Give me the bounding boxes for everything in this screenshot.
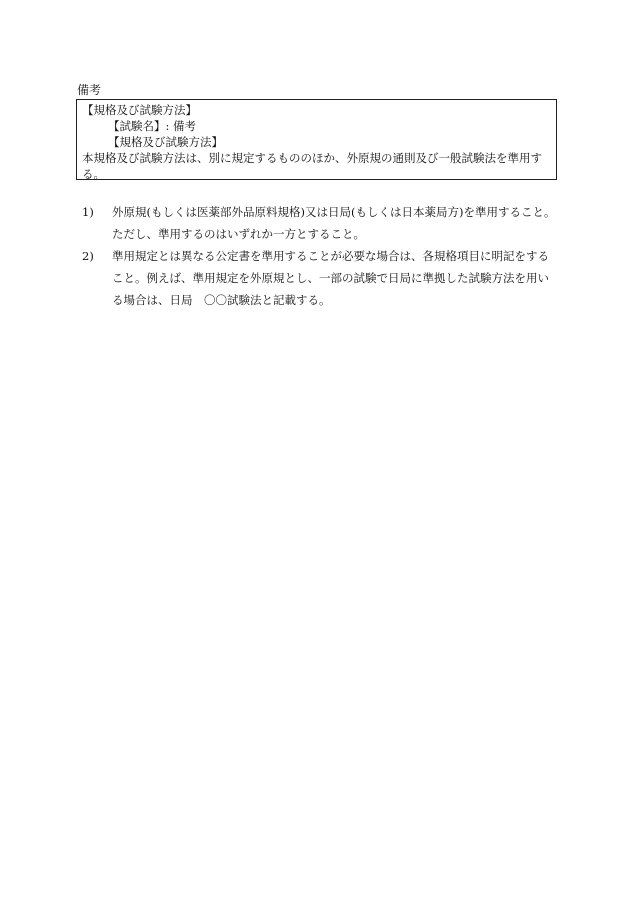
note-number: 1) [82,205,94,219]
note-text: 外原規(もしくは医薬部外品原料規格)又は日局(もしくは日本薬局方)を準用すること。ただし、準用するのはいずれか一方とすること。 [112,205,556,241]
box-body-text: 本規格及び試験方法は、別に規定するもののほか、外原規の通則及び一般試験法を準用する。 [82,151,542,181]
method-line: 【規格及び試験方法】 [108,135,223,149]
box-heading: 【規格及び試験方法】 [82,103,197,117]
test-name-line: 【試験名】: 備考 [108,119,197,133]
section-title: 備考 [77,83,102,97]
note-number: 2) [82,249,94,263]
spec-box [76,99,557,180]
notes-list [82,201,560,311]
note-item [82,245,560,311]
note-item [82,201,560,245]
note-text: 準用規定とは異なる公定書を準用することが必要な場合は、各規格項目に明記をすること。例えば、準用規定を外原規とし、一部の試験で日局に準拠した試験方法を用いる場合は、日局 〇〇試験法と記載する。 [112,249,549,307]
